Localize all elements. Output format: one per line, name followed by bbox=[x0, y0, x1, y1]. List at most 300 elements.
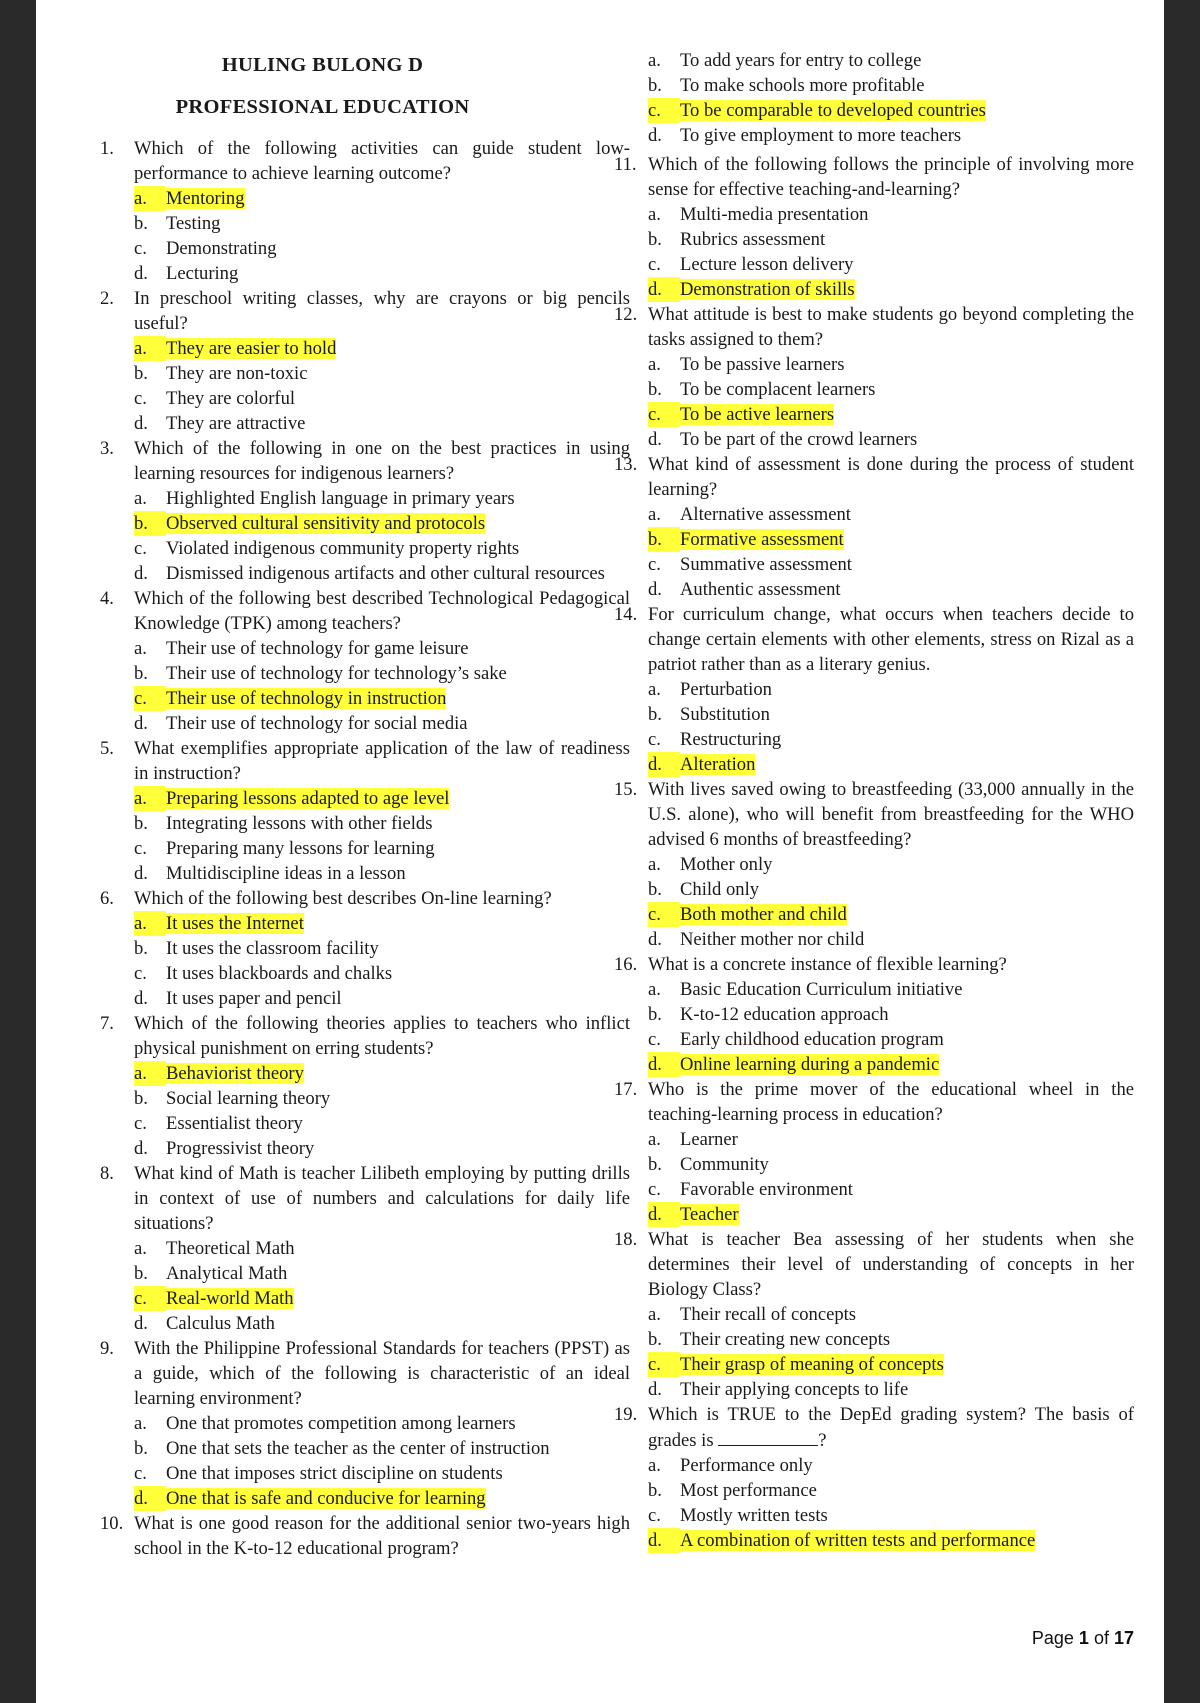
document-title: HULING BULONG D bbox=[221, 54, 424, 76]
option-letter: a. bbox=[648, 504, 661, 525]
option-letter: d. bbox=[648, 1528, 680, 1553]
option-text: Observed cultural sensitivity and protocols bbox=[166, 513, 486, 534]
question-number: 18. bbox=[614, 1229, 638, 1250]
option-text: Early childhood education program bbox=[680, 1029, 944, 1050]
answer-option-highlighted bbox=[648, 752, 1134, 777]
option-letter: b. bbox=[648, 704, 662, 725]
answer-option bbox=[134, 711, 630, 736]
answer-option bbox=[648, 352, 1134, 377]
answer-option bbox=[648, 377, 1134, 402]
option-text: Highlighted English language in primary years bbox=[166, 488, 515, 509]
option-letter: b. bbox=[648, 1004, 662, 1025]
option-list bbox=[648, 352, 1134, 452]
option-letter: d. bbox=[648, 579, 662, 600]
answer-option bbox=[648, 552, 1134, 577]
question-number: 15. bbox=[614, 779, 638, 800]
option-text: Progressivist theory bbox=[166, 1138, 315, 1159]
option-text: Their grasp of meaning of concepts bbox=[680, 1354, 944, 1375]
question-item bbox=[100, 286, 630, 436]
option-text: Behaviorist theory bbox=[166, 1063, 304, 1084]
answer-option bbox=[648, 577, 1134, 602]
option-letter: c. bbox=[134, 838, 147, 859]
option-list bbox=[134, 1411, 630, 1511]
option-letter: c. bbox=[134, 388, 147, 409]
option-letter: a. bbox=[134, 638, 147, 659]
option-text: Rubrics assessment bbox=[680, 229, 826, 250]
answer-option bbox=[648, 1127, 1134, 1152]
answer-option bbox=[648, 252, 1134, 277]
option-letter: a. bbox=[134, 488, 147, 509]
question-item bbox=[614, 952, 1134, 1077]
option-text: To be comparable to developed countries bbox=[680, 100, 986, 121]
option-text: To be active learners bbox=[680, 404, 835, 425]
option-text: Their use of technology for social media bbox=[166, 713, 468, 734]
answer-option bbox=[648, 852, 1134, 877]
answer-option bbox=[134, 1136, 630, 1161]
question-text bbox=[100, 286, 630, 336]
option-text: Teacher bbox=[680, 1204, 739, 1225]
question-item bbox=[100, 1336, 630, 1511]
answer-option bbox=[134, 636, 630, 661]
option-letter: d. bbox=[134, 713, 148, 734]
question-item bbox=[614, 1077, 1134, 1227]
question-text bbox=[100, 436, 630, 486]
option-text: One that promotes competition among learners bbox=[166, 1413, 516, 1434]
question-text bbox=[100, 736, 630, 786]
option-letter: d. bbox=[134, 1313, 148, 1334]
option-text: Violated indigenous community property rights bbox=[166, 538, 520, 559]
option-letter: c. bbox=[134, 686, 166, 711]
answer-option bbox=[134, 1086, 630, 1111]
question-stem: Who is the prime mover of the educational wheel in the teaching-learning process in education? bbox=[648, 1079, 1134, 1125]
option-list bbox=[648, 502, 1134, 602]
option-text: Testing bbox=[166, 213, 221, 234]
answer-option bbox=[648, 1302, 1134, 1327]
option-text: Their use of technology for game leisure bbox=[166, 638, 469, 659]
question-text bbox=[614, 602, 1134, 677]
option-letter: b. bbox=[648, 1154, 662, 1175]
option-text: Alteration bbox=[680, 754, 756, 775]
answer-option bbox=[134, 986, 630, 1011]
question-number: 10. bbox=[100, 1513, 124, 1534]
answer-option bbox=[134, 661, 630, 686]
option-list bbox=[648, 1453, 1134, 1553]
option-text: Mentoring bbox=[166, 188, 245, 209]
answer-option-highlighted bbox=[134, 786, 630, 811]
question-number: 2. bbox=[100, 288, 114, 309]
option-letter: d. bbox=[134, 1138, 148, 1159]
option-list bbox=[134, 636, 630, 736]
answer-option bbox=[648, 227, 1134, 252]
question-stem: In preschool writing classes, why are crayons or big pencils useful? bbox=[134, 288, 630, 334]
option-letter: b. bbox=[134, 813, 148, 834]
option-text: To add years for entry to college bbox=[680, 50, 922, 71]
option-letter: c. bbox=[648, 402, 680, 427]
footer-page-label: Page bbox=[1031, 1628, 1074, 1648]
option-text: Formative assessment bbox=[680, 529, 844, 550]
option-text: Mother only bbox=[680, 854, 773, 875]
question-item bbox=[614, 1402, 1134, 1553]
option-text: Substitution bbox=[680, 704, 770, 725]
option-list bbox=[648, 852, 1134, 952]
option-letter: b. bbox=[648, 527, 680, 552]
option-letter: c. bbox=[134, 538, 147, 559]
option-letter: a. bbox=[648, 679, 661, 700]
option-list bbox=[648, 1302, 1134, 1402]
option-text: Multidiscipline ideas in a lesson bbox=[166, 863, 406, 884]
option-letter: a. bbox=[134, 786, 166, 811]
answer-option-highlighted bbox=[648, 1528, 1134, 1553]
option-letter: c. bbox=[648, 254, 661, 275]
question-number: 9. bbox=[100, 1338, 114, 1359]
option-text: To be complacent learners bbox=[680, 379, 876, 400]
answer-option bbox=[648, 1478, 1134, 1503]
question-number: 17. bbox=[614, 1079, 638, 1100]
answer-option bbox=[648, 927, 1134, 952]
option-text: Dismissed indigenous artifacts and other cultural resources bbox=[166, 563, 605, 584]
option-text: To make schools more profitable bbox=[680, 75, 925, 96]
option-letter: a. bbox=[648, 354, 661, 375]
option-letter: b. bbox=[134, 363, 148, 384]
answer-option bbox=[648, 502, 1134, 527]
question-number: 3. bbox=[100, 438, 114, 459]
answer-option bbox=[648, 1002, 1134, 1027]
option-letter: d. bbox=[648, 752, 680, 777]
footer-page-number: 1 bbox=[1078, 1628, 1089, 1648]
option-letter: c. bbox=[134, 1113, 147, 1134]
question-text bbox=[100, 886, 630, 911]
option-text: They are colorful bbox=[166, 388, 296, 409]
option-letter: d. bbox=[648, 1202, 680, 1227]
option-text: It uses the classroom facility bbox=[166, 938, 379, 959]
option-text: Their applying concepts to life bbox=[680, 1379, 909, 1400]
answer-option-highlighted bbox=[134, 1286, 630, 1311]
question-item bbox=[100, 136, 630, 286]
answer-option bbox=[648, 1453, 1134, 1478]
question-text bbox=[100, 1161, 630, 1236]
answer-option bbox=[134, 386, 630, 411]
question-text bbox=[614, 452, 1134, 502]
option-letter: c. bbox=[648, 554, 661, 575]
question-number: 13. bbox=[614, 454, 638, 475]
option-text: Authentic assessment bbox=[680, 579, 841, 600]
option-list bbox=[134, 186, 630, 286]
question-number: 16. bbox=[614, 954, 638, 975]
question-item bbox=[100, 736, 630, 886]
option-letter: d. bbox=[134, 263, 148, 284]
option-text: Community bbox=[680, 1154, 769, 1175]
answer-option bbox=[134, 411, 630, 436]
option-letter: a. bbox=[134, 911, 166, 936]
answer-option bbox=[134, 1236, 630, 1261]
option-text: Essentialist theory bbox=[166, 1113, 303, 1134]
question-number: 7. bbox=[100, 1013, 114, 1034]
question-stem: Which is TRUE to the DepEd grading system? The basis of grades is bbox=[648, 1404, 1134, 1451]
question-stem: Which of the following activities can guide student low-performance to achieve learning outcome? bbox=[134, 138, 630, 184]
option-text: Favorable environment bbox=[680, 1179, 853, 1200]
answer-option-highlighted bbox=[134, 911, 630, 936]
option-letter: d. bbox=[648, 1052, 680, 1077]
question-item bbox=[614, 452, 1134, 602]
option-letter: a. bbox=[648, 1455, 661, 1476]
option-letter: a. bbox=[134, 1238, 147, 1259]
option-text: They are attractive bbox=[166, 413, 306, 434]
left-question-list bbox=[100, 136, 630, 1561]
question-number: 4. bbox=[100, 588, 114, 609]
question-number: 5. bbox=[100, 738, 114, 759]
page-footer bbox=[1032, 1628, 1134, 1649]
question-item bbox=[614, 602, 1134, 777]
option-text: Social learning theory bbox=[166, 1088, 331, 1109]
document-page bbox=[36, 0, 1164, 1703]
option-letter: d. bbox=[134, 413, 148, 434]
answer-option bbox=[134, 811, 630, 836]
option-text: They are easier to hold bbox=[166, 338, 337, 359]
option-text: To be part of the crowd learners bbox=[680, 429, 918, 450]
question-item bbox=[614, 302, 1134, 452]
answer-option bbox=[134, 211, 630, 236]
option-letter: c. bbox=[648, 1179, 661, 1200]
answer-option bbox=[648, 1327, 1134, 1352]
option-letter: c. bbox=[648, 1505, 661, 1526]
question-text bbox=[614, 1077, 1134, 1127]
option-text: Their creating new concepts bbox=[680, 1329, 891, 1350]
answer-option bbox=[134, 861, 630, 886]
question-text bbox=[100, 1336, 630, 1411]
question-number: 8. bbox=[100, 1163, 114, 1184]
option-letter: b. bbox=[134, 511, 166, 536]
question-stem: What is a concrete instance of flexible learning? bbox=[648, 954, 1007, 975]
answer-option-highlighted bbox=[134, 686, 630, 711]
answer-option bbox=[648, 73, 986, 98]
answer-option bbox=[134, 236, 630, 261]
option-text: Mostly written tests bbox=[680, 1505, 828, 1526]
answer-option bbox=[648, 123, 986, 148]
answer-option bbox=[648, 427, 1134, 452]
question-stem: Which of the following best described Technological Pedagogical Knowledge (TPK) among teachers? bbox=[134, 588, 630, 634]
answer-option bbox=[648, 1152, 1134, 1177]
answer-option bbox=[134, 261, 630, 286]
option-letter: b. bbox=[134, 1088, 148, 1109]
option-text: Summative assessment bbox=[680, 554, 852, 575]
option-text: It uses the Internet bbox=[166, 913, 304, 934]
option-letter: b. bbox=[134, 213, 148, 234]
question-number: 12. bbox=[614, 304, 638, 325]
question-number: 19. bbox=[614, 1404, 638, 1425]
option-text: Their recall of concepts bbox=[680, 1304, 857, 1325]
answer-option-highlighted bbox=[648, 1202, 1134, 1227]
option-text: It uses paper and pencil bbox=[166, 988, 342, 1009]
question-stem: What is teacher Bea assessing of her students when she determines their level of understanding of concepts in her Biology Class? bbox=[648, 1229, 1134, 1300]
question-item bbox=[614, 152, 1134, 302]
option-text: To give employment to more teachers bbox=[680, 125, 962, 146]
answer-option-highlighted bbox=[134, 336, 630, 361]
option-letter: a. bbox=[648, 979, 661, 1000]
question-stem: What kind of assessment is done during the process of student learning? bbox=[648, 454, 1134, 500]
question-number: 6. bbox=[100, 888, 114, 909]
question-stem: Which of the following in one on the best practices in using learning resources for indigenous learners? bbox=[134, 438, 630, 484]
option-list bbox=[648, 1127, 1134, 1227]
question-item bbox=[100, 1161, 630, 1336]
option-text: Restructuring bbox=[680, 729, 782, 750]
option-letter: c. bbox=[134, 238, 147, 259]
option-letter: d. bbox=[134, 563, 148, 584]
question-stem-end: ? bbox=[818, 1430, 827, 1451]
option-list bbox=[648, 977, 1134, 1077]
footer-page-total: 17 bbox=[1113, 1628, 1134, 1648]
option-text: One that is safe and conducive for learning bbox=[166, 1488, 486, 1509]
option-text: A combination of written tests and performance bbox=[680, 1530, 1036, 1551]
option-letter: c. bbox=[134, 1463, 147, 1484]
question-text bbox=[614, 302, 1134, 352]
option-letter: b. bbox=[648, 229, 662, 250]
answer-option bbox=[134, 1311, 630, 1336]
question-text bbox=[614, 1402, 1134, 1453]
option-letter: b. bbox=[134, 663, 148, 684]
answer-option bbox=[648, 1503, 1134, 1528]
option-text: Online learning during a pandemic bbox=[680, 1054, 940, 1075]
option-letter: d. bbox=[648, 929, 662, 950]
option-list bbox=[134, 486, 630, 586]
question-stem: What exemplifies appropriate application of the law of readiness in instruction? bbox=[134, 738, 630, 784]
option-letter: a. bbox=[134, 186, 166, 211]
answer-option bbox=[648, 727, 1134, 752]
option-text: Alternative assessment bbox=[680, 504, 851, 525]
option-text: It uses blackboards and chalks bbox=[166, 963, 393, 984]
question-stem: For curriculum change, what occurs when teachers decide to change certain elements with other elements, stress on Rizal as a patriot rather than as a literary genius. bbox=[648, 604, 1134, 675]
option-text: Neither mother nor child bbox=[680, 929, 865, 950]
option-letter: b. bbox=[134, 1263, 148, 1284]
answer-option-highlighted bbox=[648, 902, 1134, 927]
option-text: One that imposes strict discipline on students bbox=[166, 1463, 503, 1484]
option-letter: c. bbox=[648, 1029, 661, 1050]
option-text: Multi-media presentation bbox=[680, 204, 869, 225]
question-item bbox=[100, 886, 630, 1011]
option-letter: d. bbox=[648, 125, 662, 146]
answer-option bbox=[134, 936, 630, 961]
answer-option-highlighted bbox=[648, 402, 1134, 427]
option-letter: b. bbox=[648, 879, 662, 900]
question-number: 1. bbox=[100, 138, 114, 159]
question-text bbox=[100, 1011, 630, 1061]
option-list bbox=[134, 1061, 630, 1161]
option-letter: b. bbox=[648, 379, 662, 400]
question-stem: With lives saved owing to breastfeeding (33,000 annually in the U.S. alone), who will benefit from breastfeeding for the WHO advised 6 months of breastfeeding? bbox=[648, 779, 1134, 850]
option-text: They are non-toxic bbox=[166, 363, 308, 384]
option-list bbox=[648, 677, 1134, 777]
answer-option bbox=[648, 877, 1134, 902]
option-text: Real-world Math bbox=[166, 1288, 294, 1309]
question-text bbox=[100, 1511, 630, 1561]
answer-option bbox=[648, 702, 1134, 727]
answer-option bbox=[134, 961, 630, 986]
option-text: Their use of technology in instruction bbox=[166, 688, 447, 709]
answer-option-highlighted bbox=[648, 1352, 1134, 1377]
question-stem: What is one good reason for the additional senior two-years high school in the K-to-12 educational program? bbox=[134, 1513, 630, 1559]
option-list bbox=[134, 336, 630, 436]
answer-option-highlighted bbox=[134, 186, 630, 211]
footer-of-label: of bbox=[1093, 1628, 1109, 1648]
answer-option-highlighted bbox=[134, 1486, 630, 1511]
answer-option-highlighted bbox=[648, 98, 986, 123]
answer-option-highlighted bbox=[648, 277, 1134, 302]
answer-option bbox=[134, 1111, 630, 1136]
answer-option bbox=[134, 1436, 630, 1461]
answer-option bbox=[134, 1411, 630, 1436]
option-text: Demonstration of skills bbox=[680, 279, 855, 300]
question-stem: What kind of Math is teacher Lilibeth employing by putting drills in context of use of numbers and calculations for daily life situations? bbox=[134, 1163, 630, 1234]
option-letter: a. bbox=[648, 854, 661, 875]
fill-in-blank bbox=[718, 1427, 818, 1446]
question-text bbox=[614, 152, 1134, 202]
option-text: Basic Education Curriculum initiative bbox=[680, 979, 963, 1000]
question-stem: With the Philippine Professional Standards for teachers (PPST) as a guide, which of the following is characteristic of an ideal learning environment? bbox=[134, 1338, 630, 1409]
option-text: Preparing many lessons for learning bbox=[166, 838, 435, 859]
option-letter: a. bbox=[648, 1304, 661, 1325]
option-letter: d. bbox=[134, 863, 148, 884]
answer-option bbox=[648, 1177, 1134, 1202]
question-text bbox=[614, 1227, 1134, 1302]
option-letter: c. bbox=[648, 1352, 680, 1377]
option-letter: b. bbox=[648, 75, 662, 96]
question-number: 14. bbox=[614, 604, 638, 625]
option-letter: a. bbox=[648, 50, 661, 71]
option-text: Lecturing bbox=[166, 263, 239, 284]
option-list bbox=[134, 786, 630, 886]
option-text: Analytical Math bbox=[166, 1263, 288, 1284]
option-text: Performance only bbox=[680, 1455, 813, 1476]
option-text: Theoretical Math bbox=[166, 1238, 295, 1259]
answer-option bbox=[648, 1027, 1134, 1052]
option-letter: b. bbox=[648, 1329, 662, 1350]
option-letter: d. bbox=[648, 277, 680, 302]
answer-option-highlighted bbox=[648, 527, 1134, 552]
option-text: Demonstrating bbox=[166, 238, 277, 259]
option-letter: c. bbox=[648, 902, 680, 927]
option-text: Integrating lessons with other fields bbox=[166, 813, 433, 834]
answer-option-highlighted bbox=[648, 1052, 1134, 1077]
answer-option-highlighted bbox=[134, 1061, 630, 1086]
answer-option bbox=[134, 486, 630, 511]
right-question-list bbox=[614, 152, 1134, 1553]
question-stem: What attitude is best to make students go beyond completing the tasks assigned to them? bbox=[648, 304, 1134, 350]
option-letter: c. bbox=[648, 729, 661, 750]
question-number: 11. bbox=[614, 154, 637, 175]
option-text: Their use of technology for technology’s sake bbox=[166, 663, 507, 684]
option-letter: a. bbox=[648, 204, 661, 225]
option-text: Child only bbox=[680, 879, 760, 900]
question-item bbox=[100, 436, 630, 586]
option-letter: b. bbox=[134, 938, 148, 959]
option-letter: b. bbox=[648, 1480, 662, 1501]
option-letter: d. bbox=[648, 429, 662, 450]
option-text: Most performance bbox=[680, 1480, 817, 1501]
answer-option bbox=[648, 48, 986, 73]
answer-option bbox=[134, 536, 630, 561]
answer-option bbox=[134, 1261, 630, 1286]
option-letter: d. bbox=[134, 988, 148, 1009]
question-item bbox=[614, 1227, 1134, 1402]
option-letter: a. bbox=[134, 1413, 147, 1434]
option-letter: c. bbox=[648, 98, 680, 123]
question-text bbox=[100, 136, 630, 186]
option-letter: d. bbox=[648, 1379, 662, 1400]
option-text: Lecture lesson delivery bbox=[680, 254, 854, 275]
question-item bbox=[100, 1011, 630, 1161]
option-letter: c. bbox=[134, 1286, 166, 1311]
option-text: Perturbation bbox=[680, 679, 772, 700]
option-list bbox=[134, 1236, 630, 1336]
